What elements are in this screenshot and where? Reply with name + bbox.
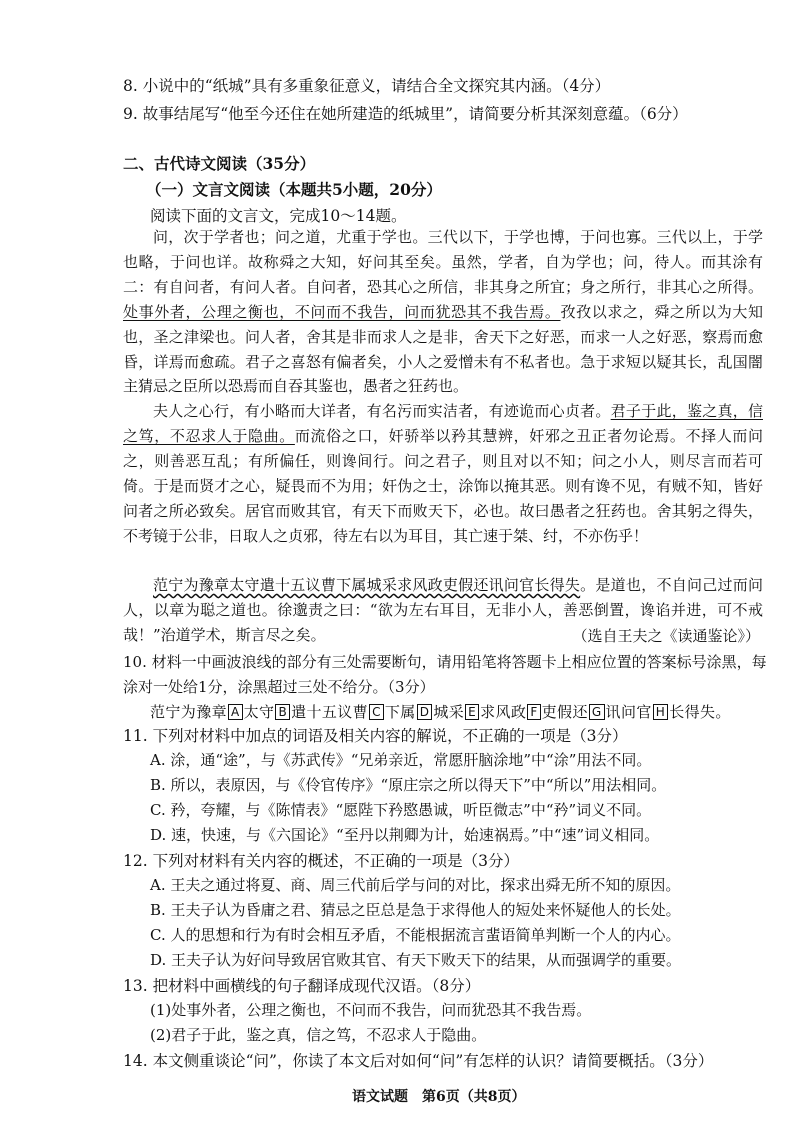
underlined-sentence-2: 君子于此，鉴之真，信之笃，不忍求人于隐曲。 (123, 402, 763, 445)
sentence-segment: 遣十五议曹 (291, 703, 369, 721)
question-14: 14. 本文侧重谈论“问”，你读了本文后对如何“问”有怎样的认识？请简要概括。（3分） (123, 1052, 714, 1070)
question-8: 8. 小说中的“纸城”具有多重象征意义，请结合全文探究其内涵。（4分） (123, 77, 611, 95)
passage-paragraph-1 (123, 225, 763, 399)
break-marker-d: D (417, 704, 433, 720)
sentence-segment: 城采 (433, 703, 465, 721)
translation-item-1: (1)处事外者，公理之衡也，不问而不我告，问而犹恐其不我告焉。 (150, 1001, 592, 1019)
sentence-segment: 求风政 (480, 703, 527, 721)
option-12-c: C. 人的思想和行为有时会相互矛盾，不能根据流言蜚语简单判断一个人的内心。 (150, 926, 681, 944)
option-11-a: A. 涂，通“途”，与《苏武传》“兄弟亲近，常愿肝脑涂地”中“涂”用法不同。 (150, 751, 652, 769)
option-11-c: C. 矜，夸耀，与《陈情表》“愿陛下矜愍愚诚，听臣微志”中“矜”词义不同。 (150, 801, 652, 819)
passage-source: （选自王夫之《读通鉴论》） (572, 627, 760, 645)
break-marker-h: H (653, 704, 668, 720)
passage-text: 问，次于学者也；问之道，尤重于学也。三代以下，于学也博，于问也寡。三代以上，于学也略，于问也详。故称舜之大知，好问其至矣。虽然，学者，自为学也；问，待人。而其涂有二：有自问者，有问人者。自问者，恐其心之所信，非其身之所宜；身之所行，非其心之所得。 (123, 228, 763, 296)
underlined-sentence-1: 处事外者，公理之衡也，不问而不我告，问而犹恐其不我告焉。 (123, 302, 561, 321)
question-10 (123, 650, 773, 700)
sentence-segment: 范宁为豫章 (150, 703, 228, 721)
break-marker-b: B (275, 704, 290, 720)
option-12-b: B. 王夫子认为昏庸之君、猜忌之臣总是急于求得他人的短处来怀疑他人的长处。 (150, 901, 681, 919)
sentence-segment: 下属 (384, 703, 416, 721)
option-12-a: A. 王夫之通过将夏、商、周三代前后学与问的对比，探求出舜无所不知的原因。 (150, 876, 681, 894)
option-11-d: D. 速，快速，与《六国论》“至丹以荆卿为计，始速祸焉。”中“速”词义相同。 (150, 826, 660, 844)
sentence-segment: 太守 (243, 703, 275, 721)
option-11-b: B. 所以，表原因，与《伶官传序》“原庄宗之所以得天下”中“所以”用法相同。 (150, 776, 667, 794)
reading-instruction: 阅读下面的文言文，完成10～14题。 (150, 207, 407, 225)
page-footer: 语文试题 第6页（共8页） (352, 1089, 526, 1105)
passage-text: 孜孜以求之，舜之所以为大知也，圣之津梁也。问人者，舍其是非而求人之是非，舍天下之好恶，而求一人之好恶，察焉而愈昏，详焉而愈疏。君子之喜怒有偏者矣，小人之爱憎未有不私者也。急于求短以疑其长，乱国闇主猜忌之臣所以恐焉而自吞其鉴也，愚者之狂药也。 (123, 302, 763, 396)
translation-item-2: (2)君子于此，鉴之真，信之笃，不忍求人于隐曲。 (150, 1026, 487, 1044)
question-9: 9. 故事结尾写“他至今还住在她所建造的纸城里”，请简要分析其深刻意蕴。（6分） (123, 105, 688, 123)
break-marker-a: A (228, 704, 243, 720)
sentence-segment: 吏假还 (541, 703, 588, 721)
passage-text: 夫人之心行，有小略而大详者，有名污而实洁者，有迹诡而心贞者。 (153, 402, 611, 420)
passage-text: 而流俗之口，奸骄举以矜其慧辨，奸邪之丑正者勿论焉。不择人而问之，则善恶互乱；有所偏任，则谗间行。问之君子，则且对以不知；问之小人，则尽言而若可倚。于是而贤才之心，疑畏而不为用；奸伪之士，涂饰以掩其恶。则有谗不见，有贼不知，皆好问者之所必致矣。居官而败其官，有天下而败天下，必也。故曰愚者之狂药也。舍其躬之得失，不考镜于公非，日取人之贞邪，待左右以为耳目，其亡速于桀、纣，不亦伤乎！ (123, 426, 763, 545)
wavy-underlined-sentence: 范宁为豫章太守遣十五议曹下属城采求风政吏假还讯问官长得失 (153, 576, 581, 594)
question-12: 12. 下列对材料有关内容的概述，不正确的一项是（3分） (123, 852, 519, 870)
question-13: 13. 把材料中画横线的句子翻译成现代汉语。（8分） (123, 977, 481, 995)
question-11: 11. 下列对材料中加点的词语及相关内容的解说，不正确的一项是（3分） (123, 727, 628, 745)
break-marker-f: F (527, 704, 540, 720)
passage-paragraph-2 (123, 399, 763, 548)
passage-text: 。是道也，不自问己过而问人，以章为聪之道也。徐邈责之曰：“欲为左右耳目，无非小人，善恶倒置，谗谄并进，可不戒哉！”治道学术，斯言尽之矣。 (123, 576, 763, 644)
break-marker-e: E (465, 704, 479, 720)
question-10-text: 10. 材料一中画波浪线的部分有三处需要断句，请用铅笔将答题卡上相应位置的答案标号涂黑，每涂对一处给1分，涂黑超过三处不给分。（3分） (123, 653, 767, 696)
subsection-heading: （一）文言文阅读（本题共5小题，20分） (146, 180, 442, 199)
sentence-segment: 长得失。 (669, 703, 731, 721)
break-marker-g: G (589, 704, 605, 720)
break-marker-c: C (369, 704, 384, 720)
sentence-segment: 讯问官 (605, 703, 652, 721)
option-12-d: D. 王夫子认为好问导致居官败其官、有天下败天下的结果，从而强调学的重要。 (150, 951, 682, 969)
punctuation-sentence (150, 701, 731, 722)
section-heading: 二、古代诗文阅读（35分） (123, 154, 316, 173)
